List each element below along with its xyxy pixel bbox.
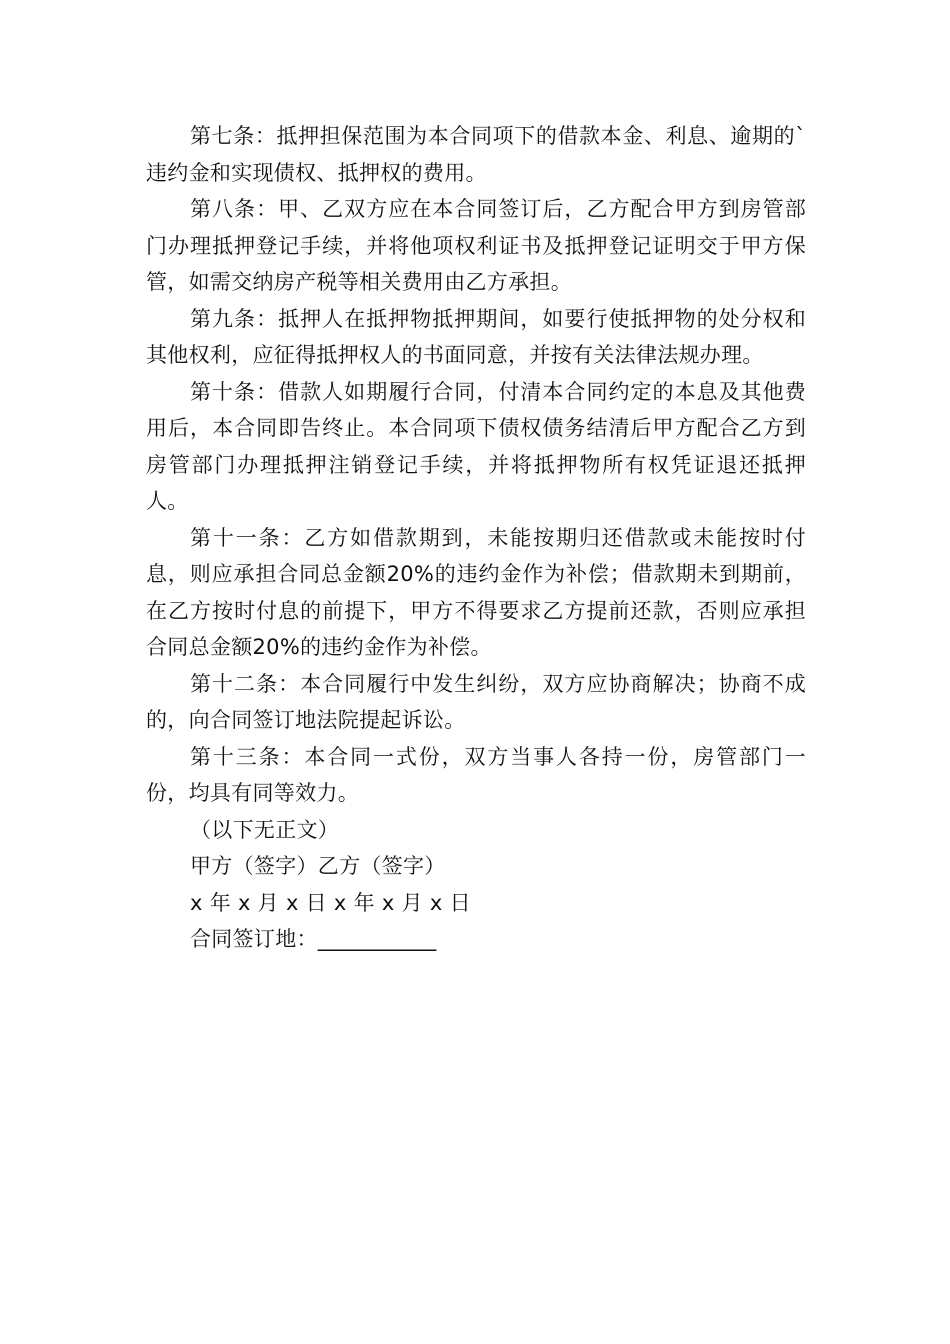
article-10: 第十条：借款人如期履行合同，付清本合同约定的本息及其他费用后，本合同即告终止。本合同项下债权债务结清后甲方配合乙方到房管部门办理抵押注销登记手续，并将抵押物所有权凭证退还抵押人。 bbox=[146, 379, 806, 513]
no-more-text-note: （以下无正文） bbox=[190, 817, 340, 842]
article-12: 第十二条：本合同履行中发生纠纷，双方应协商解决；协商不成的，向合同签订地法院提起诉讼。 bbox=[146, 671, 806, 732]
article-13: 第十三条：本合同一式份，双方当事人各持一份，房管部门一份，均具有同等效力。 bbox=[146, 744, 806, 805]
document-body bbox=[146, 118, 806, 958]
date-line: x 年 x 月 x 日 x 年 x 月 x 日 bbox=[190, 890, 471, 915]
article-8: 第八条：甲、乙双方应在本合同签订后，乙方配合甲方到房管部门办理抵押登记手续，并将他项权利证书及抵押登记证明交于甲方保管，如需交纳房产税等相关费用由乙方承担。 bbox=[146, 197, 806, 294]
article-11: 第十一条：乙方如借款期到，未能按期归还借款或未能按时付息，则应承担合同总金额20%的违约金作为补偿；借款期未到期前，在乙方按时付息的前提下，甲方不得要求乙方提前还款，否则应承担合同总金额20%的违约金作为补偿。 bbox=[146, 525, 806, 659]
signing-place-line: 合同签订地：___________ bbox=[190, 927, 437, 951]
article-9: 第九条：抵押人在抵押物抵押期间，如要行使抵押物的处分权和其他权利，应征得抵押权人的书面同意，并按有关法律法规办理。 bbox=[146, 306, 806, 367]
article-7: 第七条：抵押担保范围为本合同项下的借款本金、利息、逾期的`违约金和实现债权、抵押权的费用。 bbox=[146, 124, 806, 185]
signature-line: 甲方（签字）乙方（签字） bbox=[190, 854, 446, 878]
